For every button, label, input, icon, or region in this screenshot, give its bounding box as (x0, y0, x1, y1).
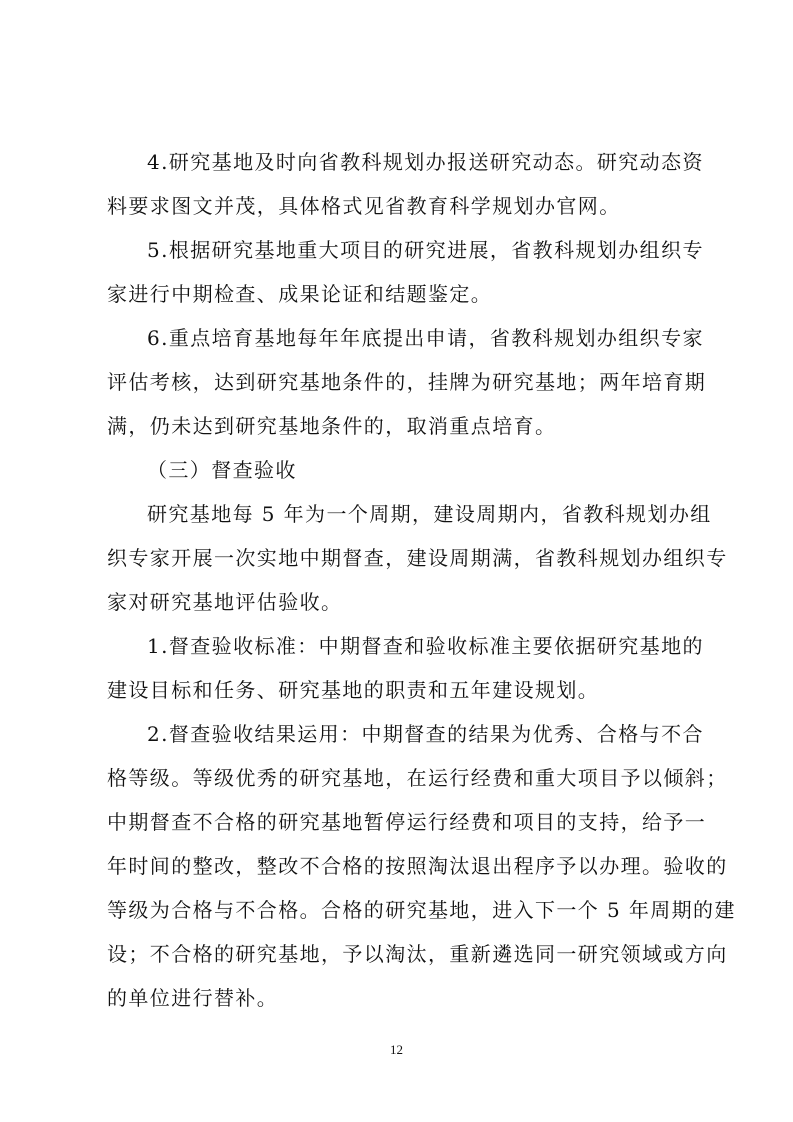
text-line: 格等级。等级优秀的研究基地，在运行经费和重大项目予以倾斜； (107, 766, 728, 790)
text-line: 的单位进行替补。 (107, 986, 279, 1010)
text-line: 满，仍未达到研究基地条件的，取消重点培育。 (107, 414, 557, 438)
text-line: 4.研究基地及时向省教科规划办报送研究动态。研究动态资 (147, 150, 704, 174)
text-line: 中期督查不合格的研究基地暂停运行经费和项目的支持，给予一 (107, 810, 707, 834)
text-line: 设；不合格的研究基地，予以淘汰，重新遴选同一研究领域或方向 (107, 942, 728, 966)
text-line: 年时间的整改，整改不合格的按照淘汰退出程序予以办理。验收的 (107, 854, 728, 878)
text-line: 6.重点培育基地每年年底提出申请，省教科规划办组织专家 (147, 326, 704, 350)
text-line: 建设目标和任务、研究基地的职责和五年建设规划。 (107, 678, 600, 702)
text-line: 等级为合格与不合格。合格的研究基地，进入下一个 5 年周期的建 (107, 898, 736, 922)
text-line: 料要求图文并茂，具体格式见省教育科学规划办官网。 (107, 194, 621, 218)
text-line: 5.根据研究基地重大项目的研究进展，省教科规划办组织专 (147, 238, 704, 262)
text-line: 织专家开展一次实地中期督查，建设周期满，省教科规划办组织专 (107, 546, 728, 570)
text-line: 2.督查验收结果运用：中期督查的结果为优秀、合格与不合 (147, 722, 704, 746)
text-line: 家进行中期检查、成果论证和结题鉴定。 (107, 282, 493, 306)
text-line: 评估考核，达到研究基地条件的，挂牌为研究基地；两年培育期 (107, 370, 707, 394)
text-line: 家对研究基地评估验收。 (107, 590, 343, 614)
text-line: 研究基地每 5 年为一个周期，建设周期内，省教科规划办组 (147, 502, 712, 526)
section-heading: （三）督查验收 (147, 458, 297, 482)
text-line: 1.督查验收标准：中期督查和验收标准主要依据研究基地的 (147, 634, 704, 658)
page-number: 12 (390, 1042, 403, 1057)
